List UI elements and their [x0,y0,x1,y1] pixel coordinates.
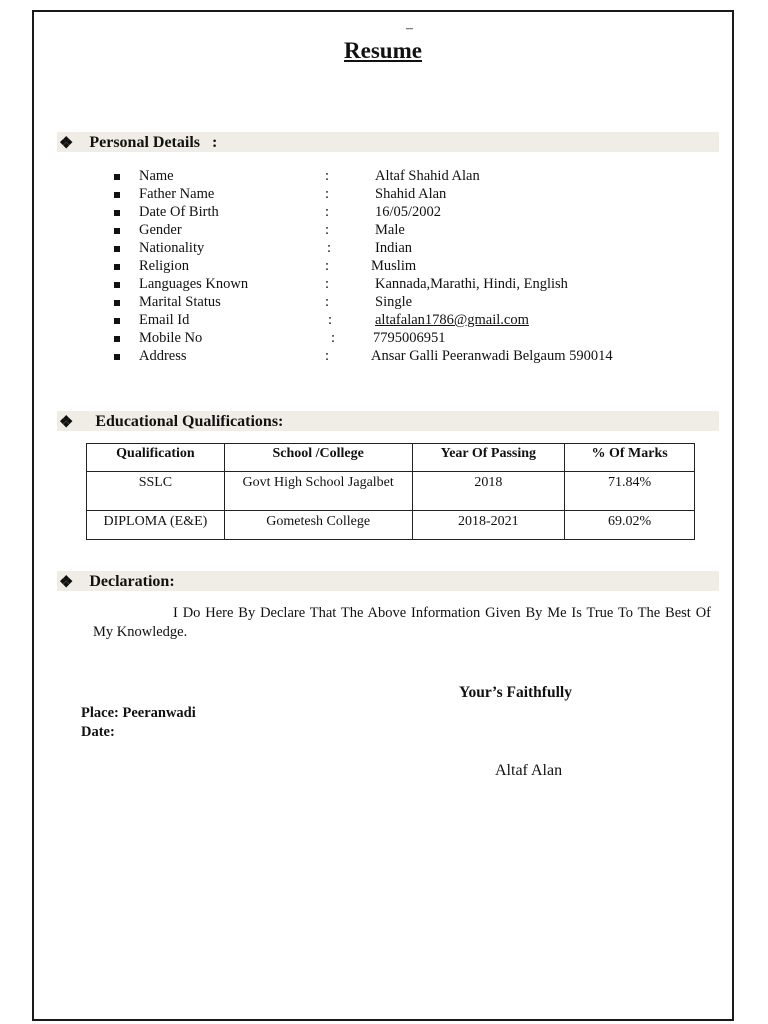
detail-label: Languages Known [139,276,249,292]
table-cell: Govt High School Jagalbet [224,472,412,511]
square-bullet-icon [114,264,120,270]
table-row [87,511,695,540]
detail-colon: : [328,312,333,328]
detail-label: Gender [139,222,182,238]
square-bullet-icon [114,300,120,306]
detail-colon: : [325,276,330,292]
table-header-row [87,444,695,472]
diamond-bullet-icon: ❖ [59,135,74,152]
detail-label: Date Of Birth [139,204,219,220]
detail-label: Religion [139,258,189,274]
square-bullet-icon [114,354,120,360]
table-cell: Gometesh College [224,511,412,540]
detail-colon: : [325,186,330,202]
table-cell: SSLC [87,472,225,511]
detail-label: Mobile No [139,330,203,346]
column-header: Qualification [87,444,225,472]
square-bullet-icon [114,174,120,180]
detail-colon: : [325,222,330,238]
detail-colon: : [325,204,330,220]
personal-detail-row [114,204,734,222]
column-header: Year Of Passing [412,444,565,472]
detail-value: Altaf Shahid Alan [375,168,480,184]
personal-detail-row [114,276,734,294]
personal-section-heading [59,133,217,153]
table-row [87,472,695,511]
personal-detail-row [114,348,734,366]
detail-colon: : [325,294,330,310]
square-bullet-icon [114,318,120,324]
education-table [86,443,695,540]
detail-label: Marital Status [139,294,221,310]
personal-detail-row [114,294,734,312]
personal-detail-row [114,222,734,240]
detail-label: Father Name [139,186,215,202]
personal-detail-row [114,312,734,330]
detail-value: Muslim [371,258,417,274]
square-bullet-icon [114,228,120,234]
detail-value: Male [375,222,405,238]
personal-detail-row [114,168,734,186]
personal-detail-row [114,186,734,204]
column-header: School /College [224,444,412,472]
detail-label: Email Id [139,312,190,328]
square-bullet-icon [114,282,120,288]
detail-label: Nationality [139,240,205,256]
personal-section-title: Personal Details : [89,134,218,151]
column-header: % Of Marks [565,444,695,472]
personal-detail-row [114,258,734,276]
date-line: Date: [81,724,115,740]
detail-value: Shahid Alan [375,186,447,202]
table-cell: DIPLOMA (E&E) [87,511,225,540]
detail-colon: : [325,258,330,274]
place-line: Place: Peeranwadi [81,705,196,721]
detail-colon: : [325,168,330,184]
diamond-bullet-icon: ❖ [59,574,74,591]
detail-value: 16/05/2002 [375,204,442,220]
closing-salutation: Your’s Faithfully [459,684,572,701]
table-cell: 69.02% [565,511,695,540]
detail-colon: : [331,330,336,346]
table-cell: 2018 [412,472,565,511]
detail-value: Single [375,294,413,310]
declaration-section-heading [59,572,175,592]
table-cell: 2018-2021 [412,511,565,540]
education-section-heading [59,412,283,432]
detail-label: Address [139,348,187,364]
square-bullet-icon [114,192,120,198]
detail-value: Ansar Galli Peeranwadi Belgaum 590014 [371,348,613,364]
detail-colon: : [327,240,332,256]
declaration-section-title: Declaration: [89,573,175,590]
detail-value: Kannada,Marathi, Hindi, English [375,276,568,292]
detail-value: Indian [375,240,413,256]
detail-colon: : [325,348,330,364]
detail-value: 7795006951 [373,330,446,346]
square-bullet-icon [114,210,120,216]
signature-name: Altaf Alan [495,762,563,779]
square-bullet-icon [114,246,120,252]
education-section-title: Educational Qualifications: [95,413,284,430]
diamond-bullet-icon: ❖ [59,414,74,431]
header-dash: – [406,21,413,36]
square-bullet-icon [114,336,120,342]
table-cell: 71.84% [565,472,695,511]
personal-detail-row [114,240,734,258]
email-link[interactable]: altafalan1786@gmail.com [375,312,529,328]
declaration-text: I Do Here By Declare That The Above Information Given By Me Is True To The Best Of My Knowledge. [93,605,711,640]
resume-title: Resume [344,38,422,63]
detail-label: Name [139,168,174,184]
personal-detail-row [114,330,734,348]
